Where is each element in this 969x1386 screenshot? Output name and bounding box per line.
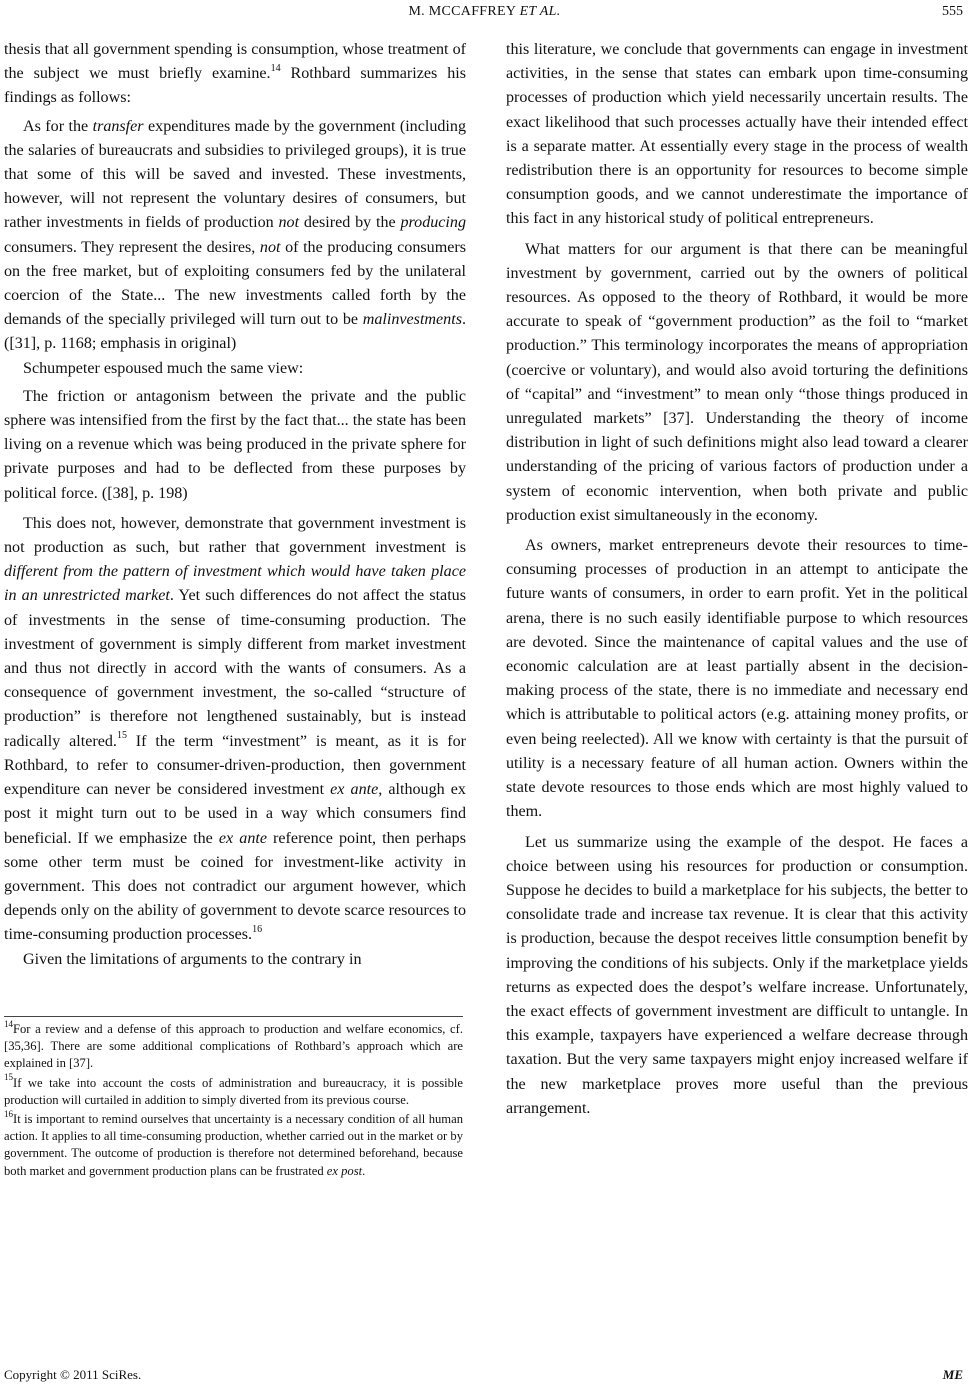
paragraph: thesis that all government spending is consumption, whose treatment of the subject we must briefly examine.$^{14}$ Rothbard summarizes his findings as follows: <box>4 41 466 107</box>
footnote-ref: 15 <box>116 730 127 742</box>
block-quote: The friction or antagonism between the private and the public sphere was intensified from the first by the fact that... the state has been living on a revenue which was being produced in the private sphere for private purposes and had to be deflected from these purposes by political force. ([38], p. 198) <box>4 387 466 502</box>
paragraph: What matters for our argument is that there can be meaningful investment by government, carried out by the owners of political resources. As opposed to the theory of Rothbard, it would be more accurate to speak of “government production” as the foil to “market production.” This terminology incorporates the means of appropriation (coercive or voluntary), and would also avoid torturing the definitions of “capital” and “investment” to mean only “those things produced in unregulated markets” [37]. Understanding the theory of income distribution in light of such definitions might also lead toward a clearer understanding of the pricing of various factors of production under a system of economic intervention, when both private and public production exist simultaneously in the economy. <box>506 240 968 524</box>
footnote-ref: 16 <box>252 923 263 935</box>
left-column <box>4 38 466 972</box>
paragraph: As owners, market entrepreneurs devote their resources to time-consuming processes of production in an attempt to anticipate the future wants of consumers, in order to earn profit. Yet in the political arena, there is no such easily identifiable purpose to which resources are devoted. Since the maintenance of capital values and the use of economic calculation are at least partially absent in the decision-making process of the state, there is no immediate and necessary end which is attributable to political actors (e.g. attaining money profits, or even being reelected). All we know with certainty is that the pursuit of utility is a necessary feature of all human action. Owners within the state devote resources to those ends which are most highly valued to them. <box>506 537 968 821</box>
paragraph: This does not, however, demonstrate that government investment is not production as such, but rather that government investment is different from the pattern of investment which would have taken place in an unrestricted market. Yet such differences do not affect the status of investments in the sense of time-consuming production. The investment of government is simply different from market investment and thus not directly in accord with the wants of consumers. As a consequence of government investment, the so-called “structure of production” is therefore not lengthened sustainably, but is instead radically altered.$^{15}$ If the term “investment” is meant, as it is for Rothbard, to refer to consumer-driven-production, then government expenditure can never be considered investment ex ante, although ex post it might turn out to be used in a way which consumers find beneficial. If we emphasize the ex ante reference point, then perhaps some other term must be coined for investment-like activity in government. This does not contradict our argument however, which depends only on the ability of government to devote scarce resources to time-consuming production processes.$^{16}$ <box>4 514 466 944</box>
running-title <box>0 4 969 20</box>
right-column <box>506 38 968 1121</box>
block-quote: As for the transfer expenditures made by the government (including the salaries of bureaucrats and subsidies to privileged groups), it is true that some of this will be saved and invested. These investments, however, will not represent the voluntary desires of consumers, but rather investments in fields of production not desired by the producing consumers. They represent the desires, not of the producing consumers on the free market, but of exploiting consumers fed by the unilateral coercion of the State... The new investments called forth by the demands of the specially privileged will turn out to be malinvestments. ([31], p. 1168; emphasis in original) <box>4 117 466 353</box>
journal-abbrev: ME <box>942 1367 963 1382</box>
footnote-ref: 14 <box>270 62 281 74</box>
page-number: 555 <box>942 4 963 19</box>
paragraph: Schumpeter espoused much the same view: <box>23 359 304 377</box>
paragraph: this literature, we conclude that governments can engage in investment activities, in the sense that states can embark upon time-consuming processes of production which yield necessarily uncertain results. The exact likelihood that such processes actually have their intended effect is a separate matter. At essentially every stage in the process of wealth redistribution there is an opportunity for resources to become simple consumption goods, and we cannot underestimate the importance of this fact in any historical study of political entrepreneurs. <box>506 41 968 228</box>
header-et-al: ET AL. <box>519 4 561 19</box>
copyright-notice: Copyright © 2011 SciRes. <box>4 1367 142 1382</box>
header-authors: M. MCCAFFREY <box>408 4 520 19</box>
running-header <box>0 4 969 26</box>
footnote-16: $^{16}$It is important to remind ourselves that uncertainty is a necessary condition of all human action. It applies to all time-consuming production, whether carried out in the market or by government. The outcome of production is therefore not determined beforehand, because both market and government production plans can be frustrated ex post. <box>4 1108 463 1178</box>
footnotes <box>4 1016 463 1182</box>
footnote-15: $^{15}$If we take into account the costs of administration and bureaucracy, it is possible production will curtailed in addition to simply diverted from its previous course. <box>4 1072 463 1107</box>
footnote-14: $^{14}$For a review and a defense of this approach to production and welfare economics, cf. [35,36]. There are some additional complications of Rothbard’s approach which are explained in [37]. <box>4 1018 463 1071</box>
page-footer <box>4 1367 963 1385</box>
paragraph: Given the limitations of arguments to the contrary in <box>23 950 362 968</box>
paragraph: Let us summarize using the example of the despot. He faces a choice between using his resources for production or consumption. Suppose he decides to build a marketplace for his subjects, the better to consolidate trade and increase tax revenue. It is clear that this activity is production, because the despot receives little consumption benefit by improving the conditions of his subjects. Only if the marketplace yields returns as expected does the despot’s welfare increase. Unfortunately, the exact effects of government investment are difficult to untangle. In this example, taxpayers have experienced a welfare decrease through taxation. But the very same taxpayers might enjoy increased welfare if the new marketplace proves more useful than the previous arrangement. <box>506 833 968 1117</box>
